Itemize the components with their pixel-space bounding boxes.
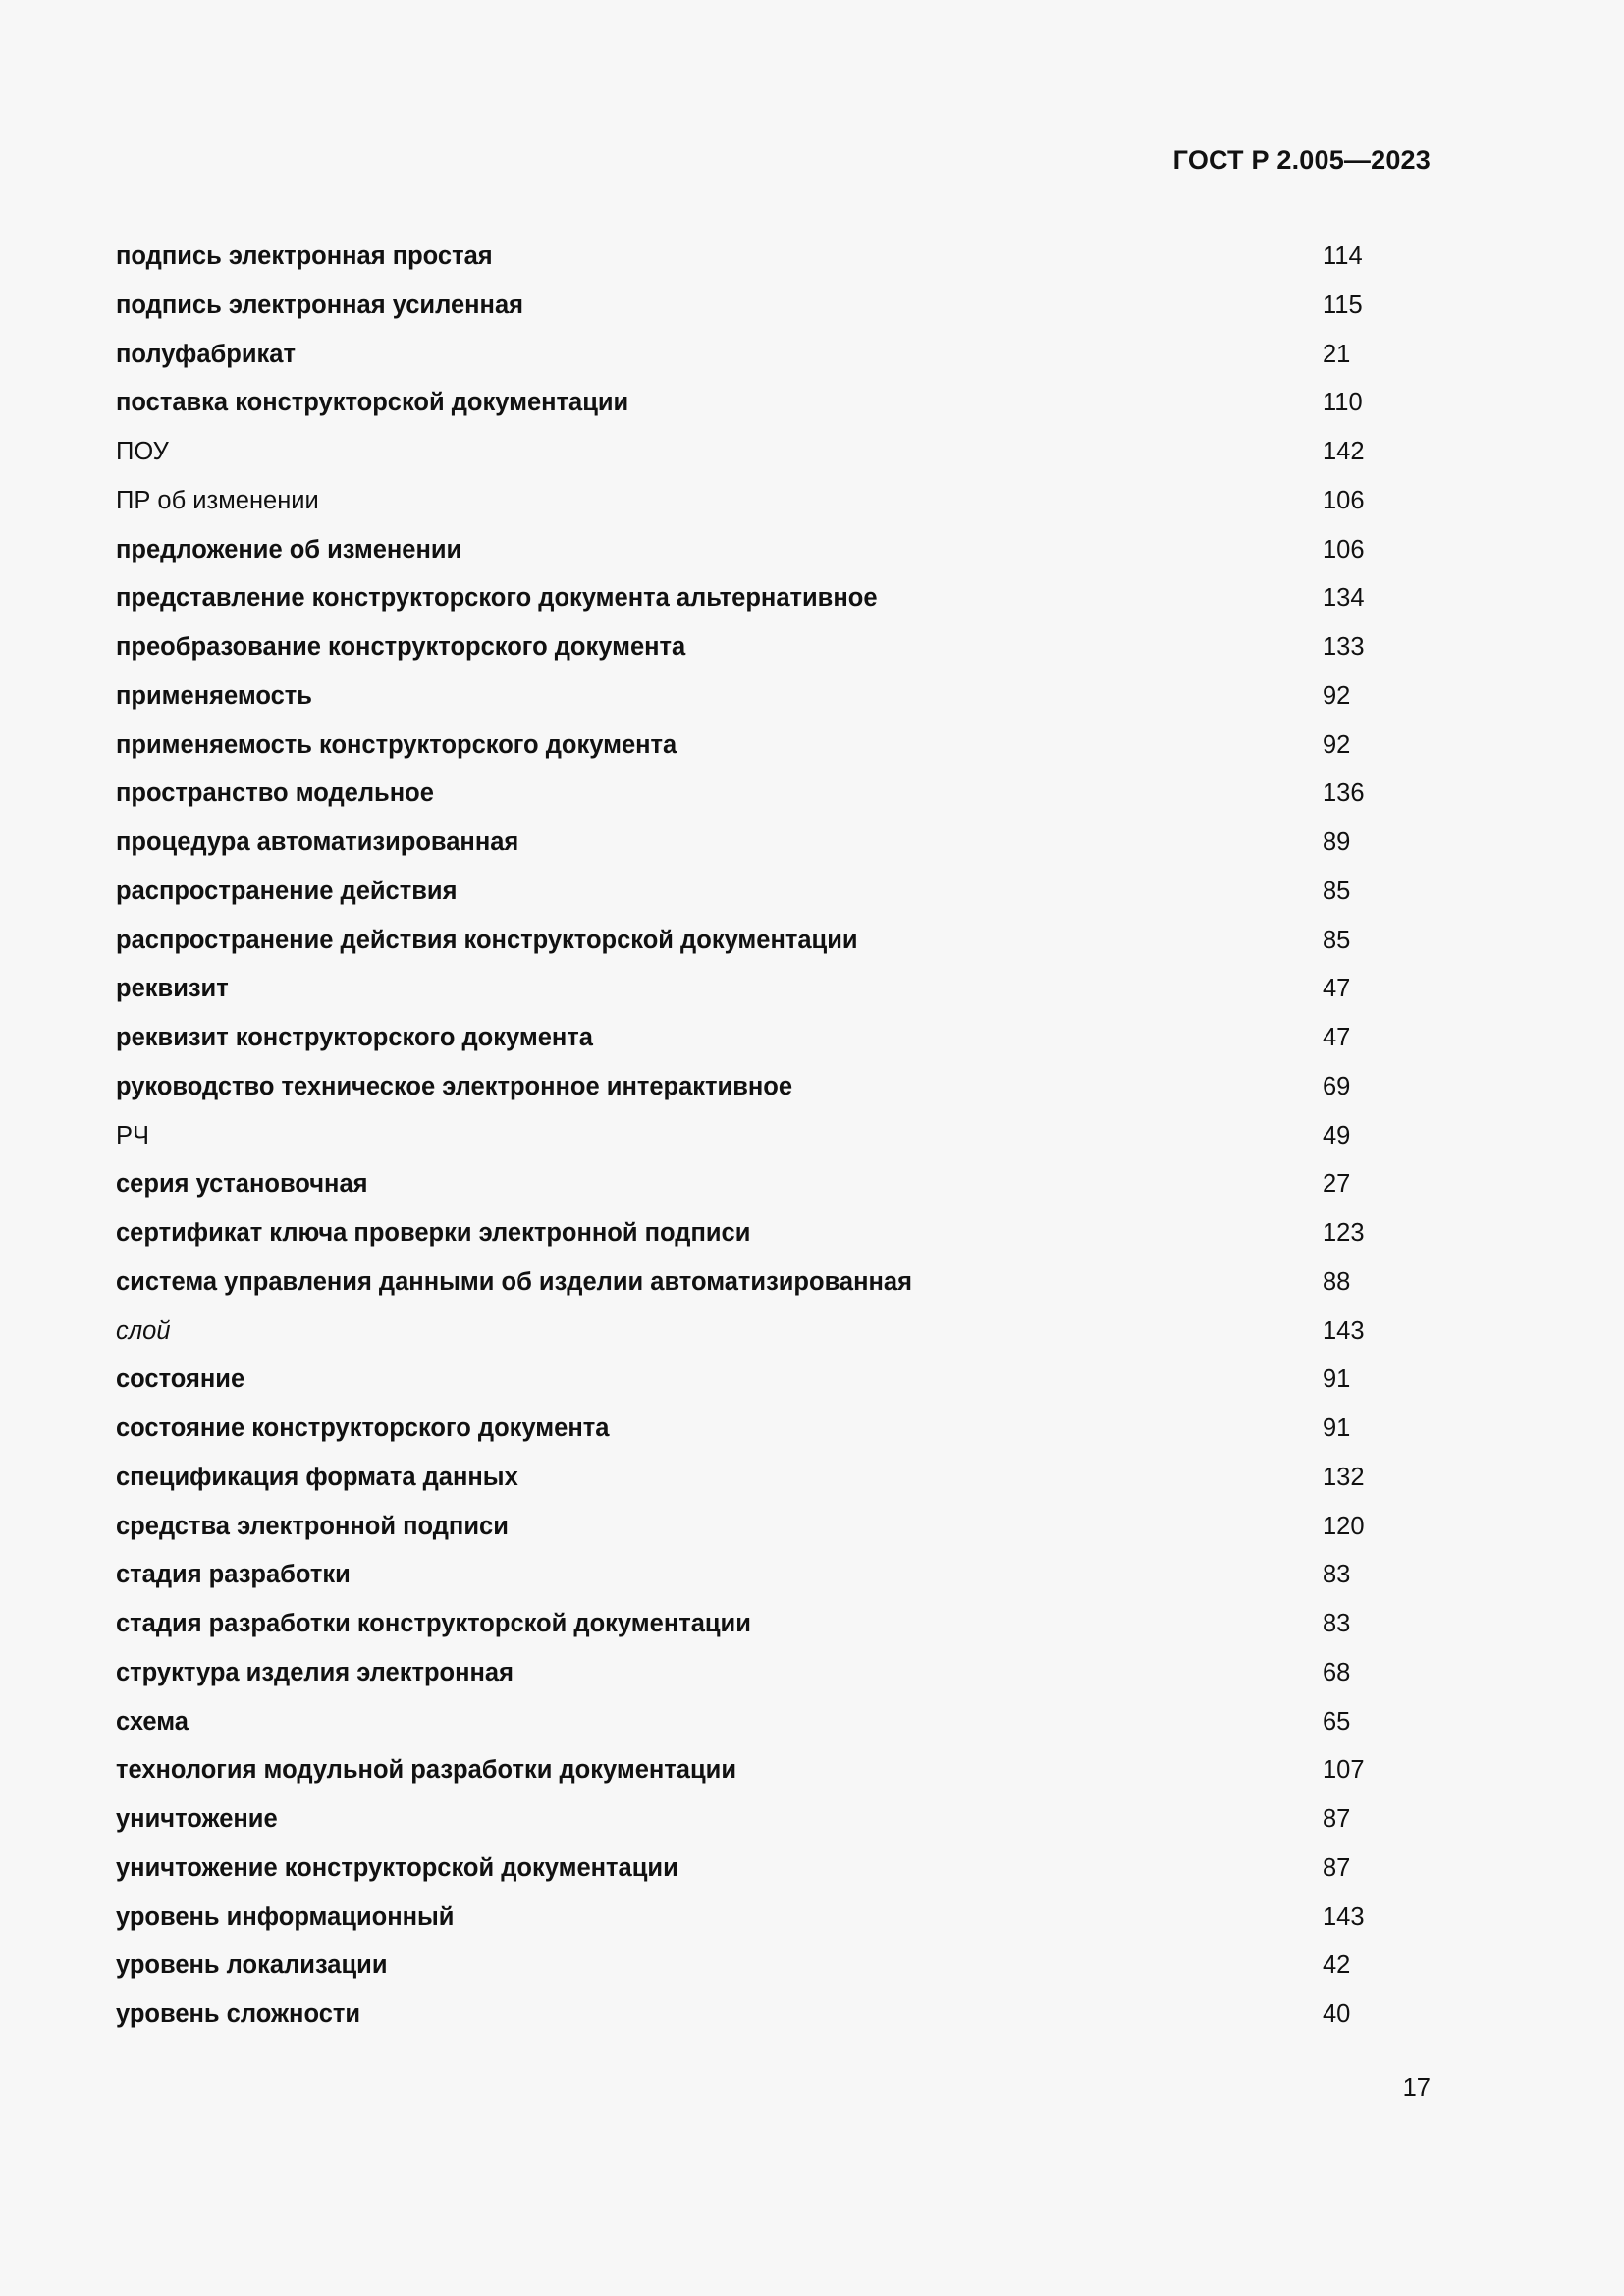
index-term: стадия разработки конструкторской документации [116,1610,751,1637]
index-number: 134 [1323,584,1365,613]
index-term: система управления данными об изделии автоматизированная [116,1267,912,1296]
index-entry [116,1746,1392,1795]
index-term: преобразование конструкторского документа [116,633,686,661]
index-entry [116,965,1392,1014]
index-term: средства электронной подписи [116,1512,509,1540]
index-term: технология модульной разработки документации [116,1756,737,1785]
index-term: состояние конструкторского документа [116,1415,610,1442]
index-entry [116,1844,1392,1894]
index-number: 27 [1323,1170,1351,1199]
index-number: 88 [1323,1267,1351,1296]
index-term: уровень сложности [116,2001,361,2028]
index-number: 89 [1323,828,1351,856]
index-number: 68 [1323,1658,1351,1686]
index-number: 42 [1323,1951,1351,1980]
index-entry [116,1454,1392,1503]
index-entry [116,1600,1392,1649]
index-number: 92 [1323,681,1351,710]
index-number: 83 [1323,1561,1351,1589]
index-term: РЧ [116,1121,150,1149]
index-entry [116,1308,1392,1357]
index-term: сертификат ключа проверки электронной подписи [116,1219,751,1247]
index-number: 115 [1323,291,1363,319]
term-index-list [116,233,1392,2040]
index-term: применяемость [116,681,312,710]
index-number: 106 [1323,486,1365,514]
page-number: 17 [1402,2074,1431,2102]
index-entry [116,868,1392,917]
index-entry [116,1063,1392,1112]
index-number: 107 [1323,1756,1365,1785]
index-entry [116,672,1392,721]
index-entry [116,1698,1392,1747]
index-term: уровень локализации [116,1951,388,1980]
index-number: 132 [1323,1463,1365,1491]
index-term: полуфабрикат [116,340,296,368]
index-term: уничтожение [116,1805,278,1833]
index-term: пространство модельное [116,779,434,808]
index-term: распространение действия конструкторской документации [116,926,858,954]
index-number: 92 [1323,730,1351,759]
index-entry [116,1258,1392,1308]
index-term: состояние [116,1365,245,1394]
index-number: 87 [1323,1805,1351,1833]
index-entry [116,1160,1392,1209]
index-entry [116,917,1392,966]
index-entry [116,721,1392,771]
index-entry [116,1014,1392,1063]
index-term: структура изделия электронная [116,1658,514,1686]
index-term: схема [116,1707,189,1735]
index-entry [116,574,1392,623]
index-number: 142 [1323,438,1365,465]
index-term: руководство техническое электронное интерактивное [116,1072,793,1100]
index-term: реквизит [116,975,229,1003]
index-entry [116,770,1392,819]
index-number: 114 [1323,242,1363,270]
index-term: процедура автоматизированная [116,828,519,856]
index-term: серия установочная [116,1170,368,1199]
index-term: распространение действия [116,877,458,905]
index-term: применяемость конструкторского документа [116,730,677,759]
index-entry [116,1356,1392,1405]
index-entry [116,1795,1392,1844]
index-number: 40 [1323,2001,1351,2028]
index-entry [116,623,1392,672]
index-entry [116,819,1392,868]
index-number: 143 [1323,1316,1365,1345]
index-number: 69 [1323,1072,1351,1100]
index-entry [116,526,1392,575]
index-number: 65 [1323,1707,1351,1735]
index-number: 49 [1323,1121,1351,1149]
index-number: 47 [1323,1024,1351,1051]
index-number: 85 [1323,926,1351,954]
index-term: спецификация формата данных [116,1463,518,1491]
index-number: 110 [1323,389,1363,417]
index-number: 91 [1323,1365,1351,1394]
index-entry [116,1942,1392,1991]
index-number: 120 [1323,1512,1365,1540]
index-term: реквизит конструкторского документа [116,1024,593,1051]
index-number: 85 [1323,877,1351,905]
index-entry [116,477,1392,526]
index-term: уровень информационный [116,1902,455,1931]
index-number: 87 [1323,1853,1351,1882]
index-term: стадия разработки [116,1561,351,1589]
index-entry [116,1503,1392,1552]
index-entry [116,282,1392,331]
index-entry [116,233,1392,282]
index-number: 91 [1323,1415,1351,1442]
index-number: 136 [1323,779,1365,808]
index-entry [116,1551,1392,1600]
index-term: ПОУ [116,438,169,465]
index-term: подпись электронная усиленная [116,291,524,319]
index-term: ПР об изменении [116,486,319,514]
index-entry [116,379,1392,428]
index-number: 106 [1323,535,1365,563]
index-entry [116,1112,1392,1161]
index-term: предложение об изменении [116,535,462,563]
index-term: поставка конструкторской документации [116,389,629,417]
index-number: 47 [1323,975,1351,1003]
index-entry [116,1894,1392,1943]
index-entry [116,1405,1392,1454]
index-entry [116,331,1392,380]
index-number: 123 [1323,1219,1365,1247]
index-term: слой [116,1316,171,1345]
index-term: подпись электронная простая [116,242,493,270]
index-term: уничтожение конструкторской документации [116,1853,678,1882]
index-term: представление конструкторского документа альтернативное [116,584,878,613]
index-entry [116,1649,1392,1698]
index-entry [116,1209,1392,1258]
index-number: 143 [1323,1902,1365,1931]
index-entry [116,428,1392,477]
index-number: 133 [1323,633,1365,661]
index-entry [116,1991,1392,2040]
index-number: 83 [1323,1610,1351,1637]
index-number: 21 [1323,340,1351,368]
document-designation: ГОСТ Р 2.005—2023 [1172,145,1431,175]
